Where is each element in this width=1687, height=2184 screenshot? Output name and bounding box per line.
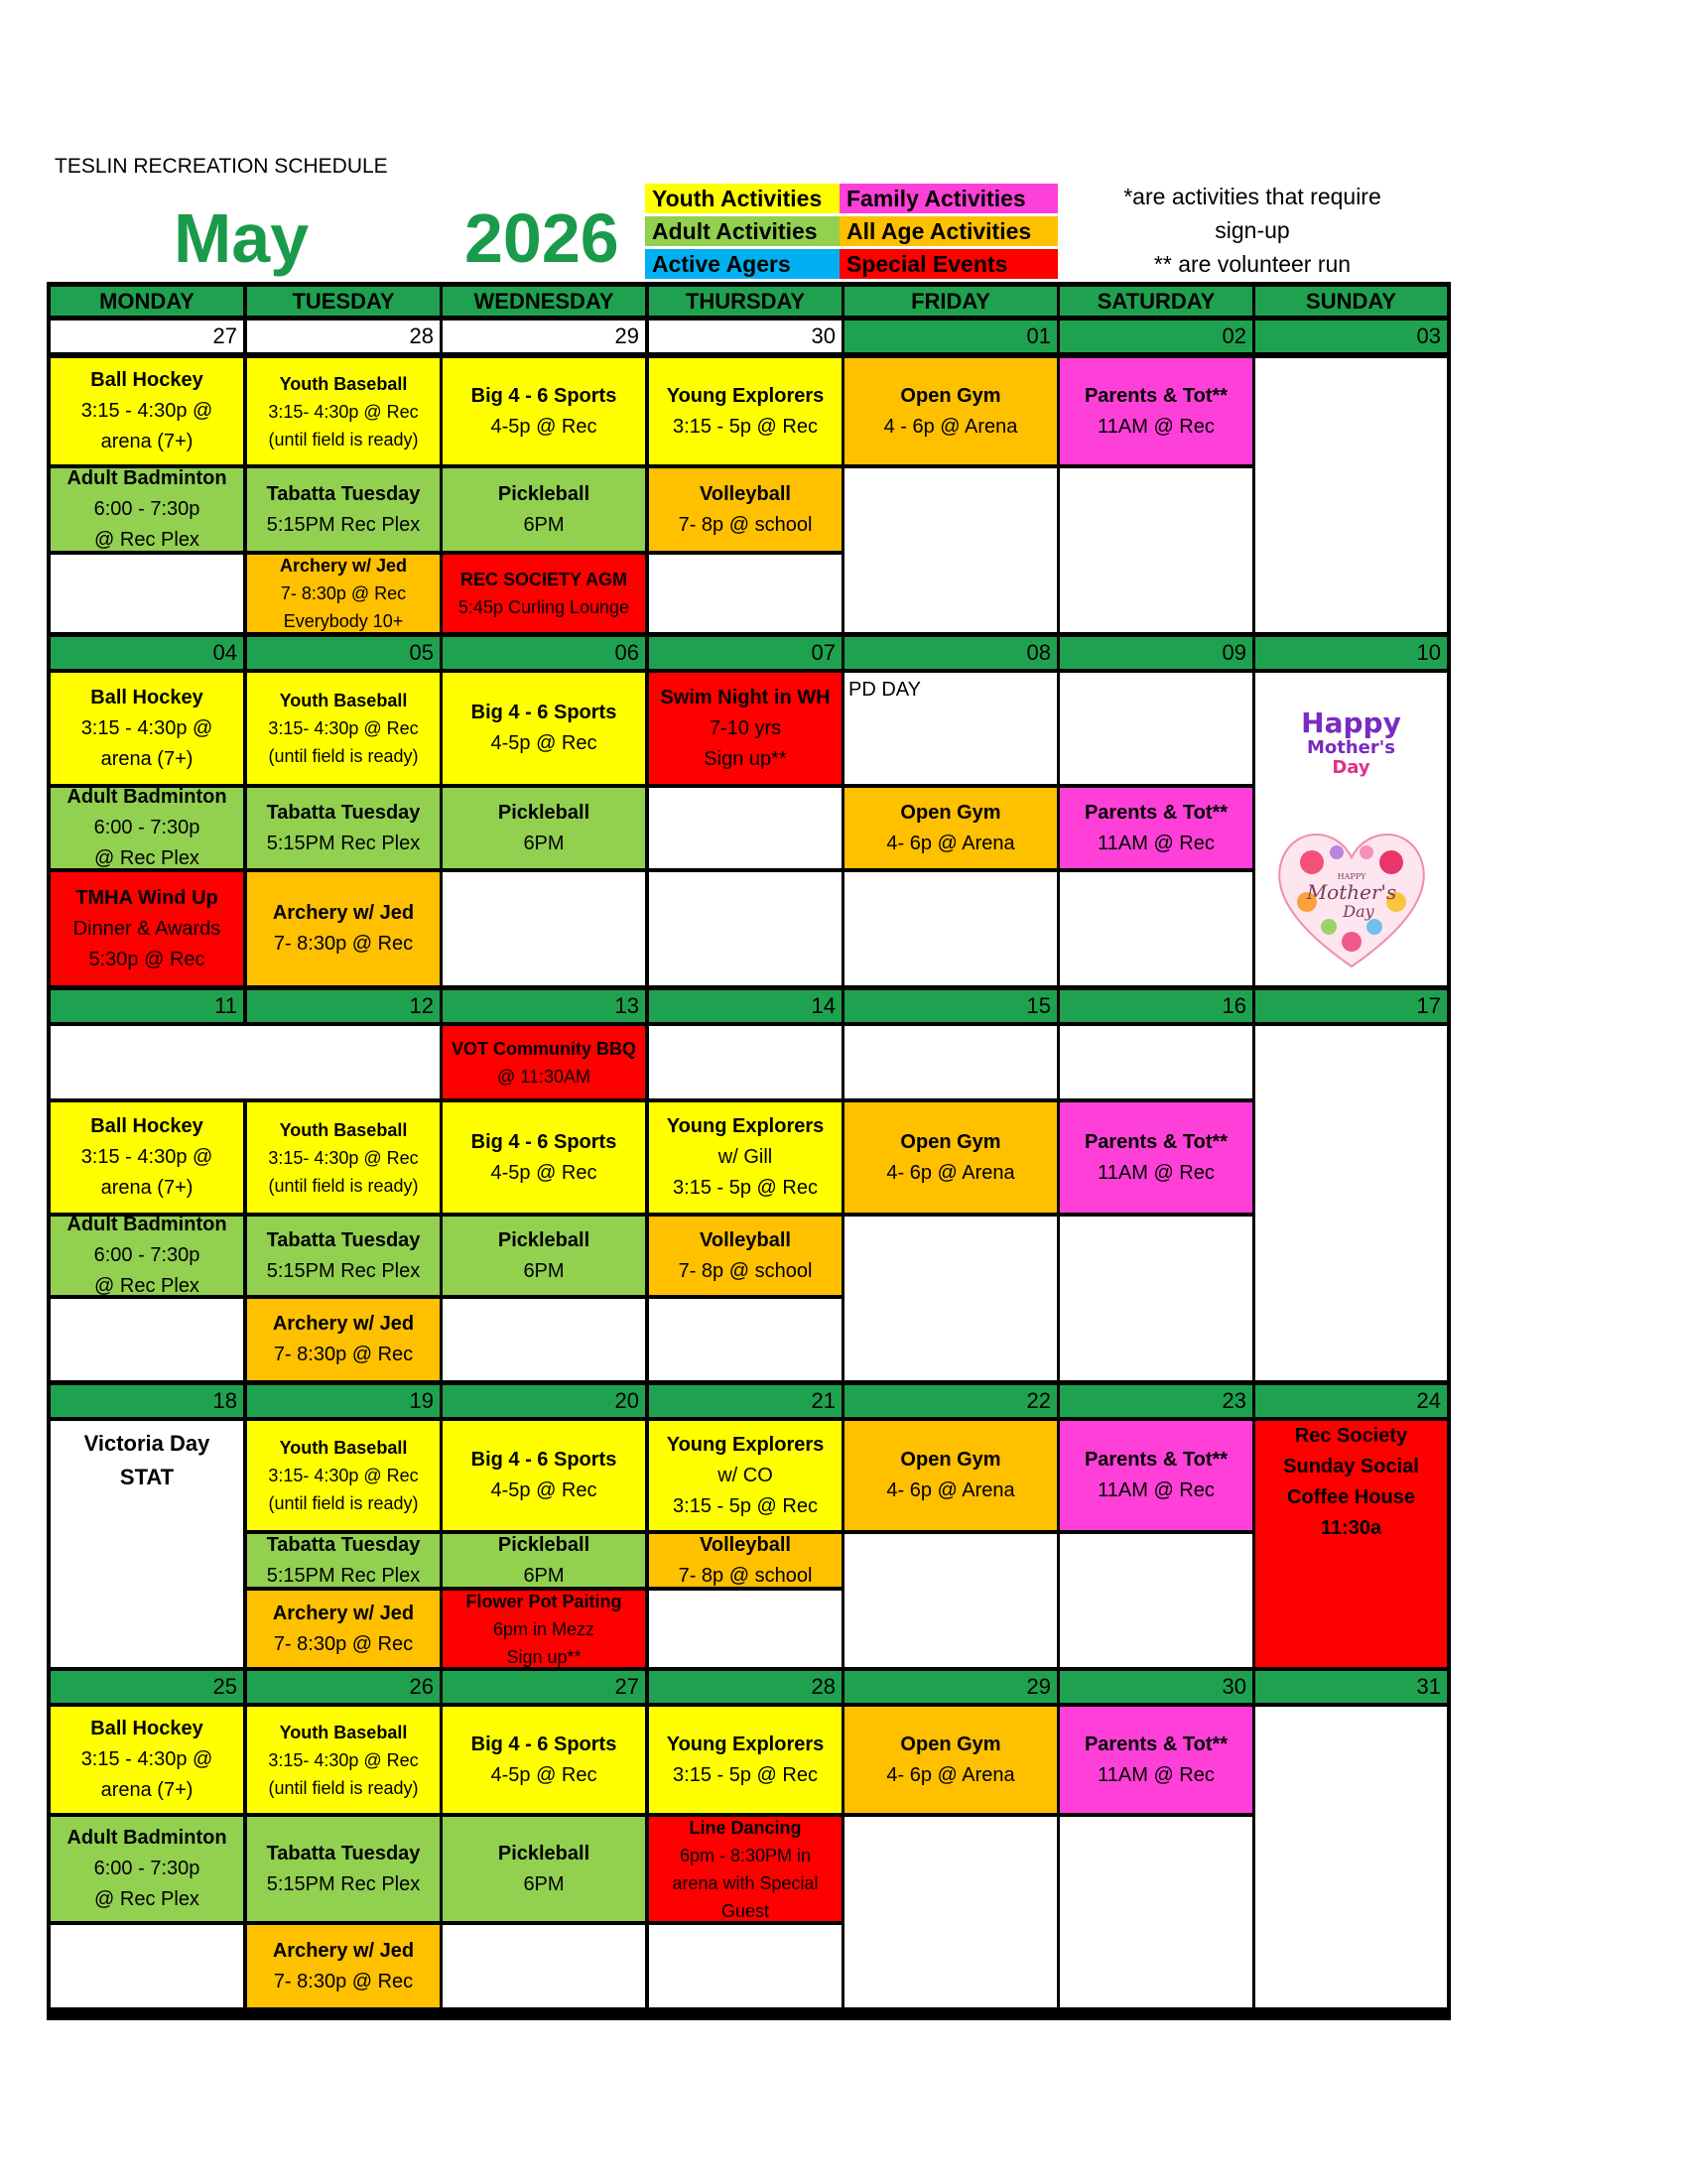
- empty-cell: [443, 872, 645, 985]
- event-victoria-day: Victoria Day STAT: [51, 1421, 243, 1667]
- date-w1-friday: 01: [844, 321, 1057, 352]
- event-ball-hockey: Ball Hockey 3:15 - 4:30p @ arena (7+): [51, 358, 243, 464]
- date-w5-thursday: 28: [649, 1671, 842, 1703]
- event-tabatta-tuesday: Tabatta Tuesday 5:15PM Rec Plex: [247, 1217, 440, 1295]
- date-w1-tuesday: 28: [247, 321, 440, 352]
- empty-cell: [844, 468, 1057, 632]
- event-big4-sports: Big 4 - 6 Sports 4-5p @ Rec: [443, 673, 645, 784]
- event-pickleball: Pickleball 6PM: [443, 468, 645, 551]
- date-w3-tuesday: 12: [247, 990, 440, 1022]
- year-label: 2026: [464, 199, 619, 277]
- header-friday: FRIDAY: [844, 287, 1057, 316]
- empty-cell: [649, 788, 842, 868]
- event-archery: Archery w/ Jed 7- 8:30p @ Rec: [247, 1925, 440, 2007]
- event-big4-sports: Big 4 - 6 Sports 4-5p @ Rec: [443, 358, 645, 464]
- legend-active-agers: Active Agers: [645, 249, 840, 279]
- event-tmha-wind-up: TMHA Wind Up Dinner & Awards 5:30p @ Rec: [51, 872, 243, 985]
- date-w5-saturday: 30: [1060, 1671, 1252, 1703]
- empty-cell: [844, 1534, 1057, 1667]
- event-youth-baseball: Youth Baseball 3:15- 4:30p @ Rec (until field is ready): [247, 1707, 440, 1813]
- empty-cell: [443, 1925, 645, 2007]
- date-w1-monday: 27: [51, 321, 243, 352]
- date-w1-sunday: 03: [1255, 321, 1447, 352]
- date-w2-monday: 04: [51, 637, 243, 669]
- event-vot-bbq: VOT Community BBQ @ 11:30AM: [443, 1026, 645, 1098]
- date-w4-tuesday: 19: [247, 1385, 440, 1417]
- date-w4-friday: 22: [844, 1385, 1057, 1417]
- empty-cell: [649, 872, 842, 985]
- date-w4-monday: 18: [51, 1385, 243, 1417]
- date-w3-friday: 15: [844, 990, 1057, 1022]
- calendar-grid: [47, 282, 1451, 2020]
- empty-cell: [844, 1026, 1057, 1098]
- event-adult-badminton: Adult Badminton 6:00 - 7:30p @ Rec Plex: [51, 788, 243, 868]
- event-parents-tot: Parents & Tot** 11AM @ Rec: [1060, 1707, 1252, 1813]
- legend-all-age: All Age Activities: [840, 216, 1058, 246]
- event-open-gym: Open Gym 4 - 6p @ Arena: [844, 358, 1057, 464]
- date-w5-wednesday: 27: [443, 1671, 645, 1703]
- heart-flower-icon: [1267, 818, 1436, 976]
- date-w2-wednesday: 06: [443, 637, 645, 669]
- date-w2-thursday: 07: [649, 637, 842, 669]
- event-archery: Archery w/ Jed 7- 8:30p @ Rec: [247, 872, 440, 985]
- event-pickleball: Pickleball 6PM: [443, 1817, 645, 1921]
- empty-cell: [649, 1299, 842, 1380]
- empty-cell: [51, 1299, 243, 1380]
- event-archery: Archery w/ Jed 7- 8:30p @ Rec: [247, 1299, 440, 1380]
- event-open-gym: Open Gym 4- 6p @ Arena: [844, 788, 1057, 868]
- empty-cell: [1060, 673, 1252, 784]
- event-archery: Archery w/ Jed 7- 8:30p @ Rec Everybody 10+: [247, 555, 440, 632]
- day-text: Day: [1332, 757, 1370, 778]
- date-w3-wednesday: 13: [443, 990, 645, 1022]
- document-title: TESLIN RECREATION SCHEDULE: [55, 155, 388, 178]
- empty-cell: [649, 1925, 842, 2007]
- legend-special: Special Events: [840, 249, 1058, 279]
- event-parents-tot: Parents & Tot** 11AM @ Rec: [1060, 1421, 1252, 1530]
- event-parents-tot: Parents & Tot** 11AM @ Rec: [1060, 1102, 1252, 1213]
- event-volleyball: Volleyball 7- 8p @ school: [649, 1217, 842, 1295]
- event-young-explorers-co: Young Explorers w/ CO 3:15 - 5p @ Rec: [649, 1421, 842, 1530]
- date-w2-tuesday: 05: [247, 637, 440, 669]
- event-pd-day: PD DAY: [844, 673, 1057, 784]
- event-open-gym: Open Gym 4- 6p @ Arena: [844, 1102, 1057, 1213]
- empty-cell: [443, 1299, 645, 1380]
- event-volleyball: Volleyball 7- 8p @ school: [649, 1534, 842, 1587]
- happy-text: Happy: [1301, 707, 1401, 739]
- event-adult-badminton: Adult Badminton 6:00 - 7:30p @ Rec Plex: [51, 1217, 243, 1295]
- date-w3-sunday: 17: [1255, 990, 1447, 1022]
- event-rec-society-agm: REC SOCIETY AGM 5:45p Curling Lounge: [443, 555, 645, 632]
- empty-cell: [844, 1817, 1057, 2007]
- note-signup-2: sign-up: [1215, 217, 1290, 243]
- event-youth-baseball: Youth Baseball 3:15- 4:30p @ Rec (until field is ready): [247, 1102, 440, 1213]
- header-sunday: SUNDAY: [1255, 287, 1447, 316]
- event-youth-baseball: Youth Baseball 3:15- 4:30p @ Rec (until field is ready): [247, 358, 440, 464]
- empty-cell: [1060, 468, 1252, 632]
- date-w3-saturday: 16: [1060, 990, 1252, 1022]
- date-w5-friday: 29: [844, 1671, 1057, 1703]
- empty-cell: [844, 1217, 1057, 1380]
- empty-cell: [1060, 1217, 1252, 1380]
- date-w4-saturday: 23: [1060, 1385, 1252, 1417]
- event-rec-society-social: Rec Society Sunday Social Coffee House 11:30a: [1255, 1421, 1447, 1667]
- date-w1-saturday: 02: [1060, 321, 1252, 352]
- date-w4-thursday: 21: [649, 1385, 842, 1417]
- event-ball-hockey: Ball Hockey 3:15 - 4:30p @ arena (7+): [51, 1102, 243, 1213]
- empty-cell: [51, 1026, 440, 1098]
- empty-cell: [844, 872, 1057, 985]
- header-saturday: SATURDAY: [1060, 287, 1252, 316]
- empty-cell: [649, 555, 842, 632]
- empty-cell: [649, 1026, 842, 1098]
- event-pickleball: Pickleball 6PM: [443, 1217, 645, 1295]
- date-w1-wednesday: 29: [443, 321, 645, 352]
- empty-cell: [1255, 1707, 1447, 2007]
- event-big4-sports: Big 4 - 6 Sports 4-5p @ Rec: [443, 1707, 645, 1813]
- empty-cell: [649, 1591, 842, 1667]
- heart-day-text: Day: [1342, 902, 1374, 921]
- note-signup: *are activities that require: [1123, 184, 1381, 209]
- mothers-text: Mother's: [1306, 737, 1395, 758]
- date-w2-saturday: 09: [1060, 637, 1252, 669]
- event-volleyball: Volleyball 7- 8p @ school: [649, 468, 842, 551]
- empty-cell: [1060, 1817, 1252, 2007]
- empty-cell: [1255, 358, 1447, 632]
- event-young-explorers-gill: Young Explorers w/ Gill 3:15 - 5p @ Rec: [649, 1102, 842, 1213]
- event-adult-badminton: Adult Badminton 6:00 - 7:30p @ Rec Plex: [51, 468, 243, 551]
- legend-family: Family Activities: [840, 184, 1058, 213]
- event-pickleball: Pickleball 6PM: [443, 788, 645, 868]
- date-w4-wednesday: 20: [443, 1385, 645, 1417]
- event-ball-hockey: Ball Hockey 3:15 - 4:30p @ arena (7+): [51, 1707, 243, 1813]
- event-archery: Archery w/ Jed 7- 8:30p @ Rec: [247, 1591, 440, 1667]
- event-young-explorers: Young Explorers 3:15 - 5p @ Rec: [649, 358, 842, 464]
- event-parents-tot: Parents & Tot** 11AM @ Rec: [1060, 788, 1252, 868]
- empty-cell: [51, 1925, 243, 2007]
- event-tabatta-tuesday: Tabatta Tuesday 5:15PM Rec Plex: [247, 468, 440, 551]
- date-w2-sunday: 10: [1255, 637, 1447, 669]
- legend-youth: Youth Activities: [645, 184, 840, 213]
- event-ball-hockey: Ball Hockey 3:15 - 4:30p @ arena (7+): [51, 673, 243, 784]
- heart-happy-text: HAPPY: [1337, 872, 1365, 881]
- header-tuesday: TUESDAY: [247, 287, 440, 316]
- event-swim-night: Swim Night in WH 7-10 yrs Sign up**: [649, 673, 842, 784]
- event-big4-sports: Big 4 - 6 Sports 4-5p @ Rec: [443, 1102, 645, 1213]
- month-label: May: [174, 199, 310, 277]
- event-open-gym: Open Gym 4- 6p @ Arena: [844, 1421, 1057, 1530]
- empty-cell: [1060, 1534, 1252, 1667]
- heart-mothers-text: Mother's: [1306, 880, 1396, 904]
- date-w4-sunday: 24: [1255, 1385, 1447, 1417]
- event-tabatta-tuesday: Tabatta Tuesday 5:15PM Rec Plex: [247, 1817, 440, 1921]
- mothers-day-cell: [1255, 673, 1447, 985]
- event-line-dancing: Line Dancing 6pm - 8:30PM in arena with Special Guest: [649, 1817, 842, 1921]
- date-w3-thursday: 14: [649, 990, 842, 1022]
- event-pickleball: Pickleball 6PM: [443, 1534, 645, 1587]
- date-w3-monday: 11: [51, 990, 243, 1022]
- header-monday: MONDAY: [51, 287, 243, 316]
- date-w5-tuesday: 26: [247, 1671, 440, 1703]
- event-youth-baseball: Youth Baseball 3:15- 4:30p @ Rec (until field is ready): [247, 1421, 440, 1530]
- empty-cell: [1060, 872, 1252, 985]
- event-tabatta-tuesday: Tabatta Tuesday 5:15PM Rec Plex: [247, 788, 440, 868]
- event-tabatta-tuesday: Tabatta Tuesday 5:15PM Rec Plex: [247, 1534, 440, 1587]
- empty-cell: [1060, 1026, 1252, 1098]
- date-w5-monday: 25: [51, 1671, 243, 1703]
- event-parents-tot: Parents & Tot** 11AM @ Rec: [1060, 358, 1252, 464]
- empty-cell: [51, 555, 243, 632]
- event-youth-baseball: Youth Baseball 3:15- 4:30p @ Rec (until field is ready): [247, 673, 440, 784]
- date-w1-thursday: 30: [649, 321, 842, 352]
- event-young-explorers: Young Explorers 3:15 - 5p @ Rec: [649, 1707, 842, 1813]
- note-volunteer: ** are volunteer run: [1153, 251, 1352, 277]
- date-w2-friday: 08: [844, 637, 1057, 669]
- header-thursday: THURSDAY: [649, 287, 842, 316]
- happy-mothers-day-text: [1301, 708, 1401, 778]
- empty-cell: [1255, 1026, 1447, 1380]
- event-open-gym: Open Gym 4- 6p @ Arena: [844, 1707, 1057, 1813]
- event-flower-pot: Flower Pot Paiting 6pm in Mezz Sign up**: [443, 1591, 645, 1667]
- event-adult-badminton: Adult Badminton 6:00 - 7:30p @ Rec Plex: [51, 1817, 243, 1921]
- header-wednesday: WEDNESDAY: [443, 287, 645, 316]
- legend-adult: Adult Activities: [645, 216, 840, 246]
- date-w5-sunday: 31: [1255, 1671, 1447, 1703]
- event-big4-sports: Big 4 - 6 Sports 4-5p @ Rec: [443, 1421, 645, 1530]
